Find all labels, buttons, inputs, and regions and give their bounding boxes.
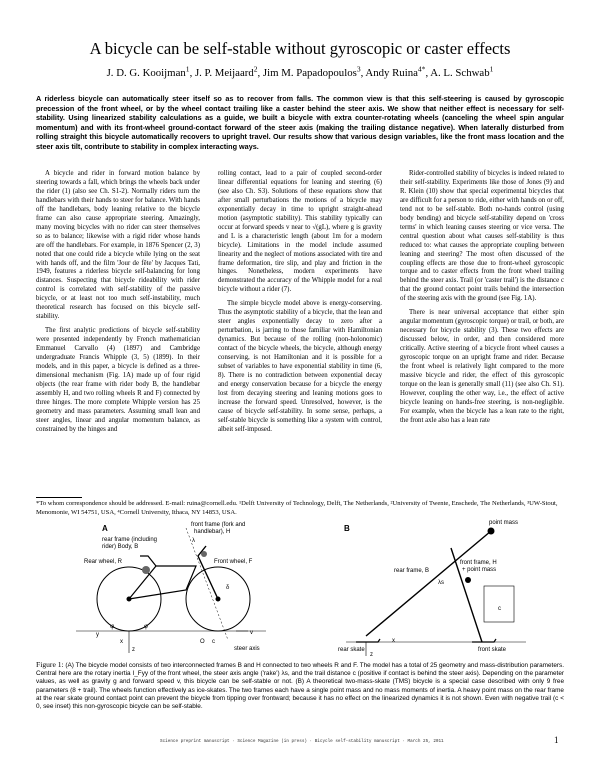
author-list <box>40 66 560 80</box>
footnote-rule <box>36 497 82 498</box>
label-lambda-s: λs <box>438 580 444 586</box>
label-point-mass: point mass <box>489 520 519 526</box>
affiliation-marker: 3 <box>356 64 361 74</box>
affiliation-marker: 1 <box>489 64 494 74</box>
paragraph: The simple bicycle model above is energy-conserving. Thus the asymptotic stability of a bicycle, that the lean and steer angles exponentially decay to zero after a perturbation, is jarring to those familiar with Hamiltonian dynamics. But because of the rolling (non-holonomic) contact of the bicycle wheels, the bicycle, although energy conserving, is not Hamiltonian and it is possible for a subset of variables to have exponential stability in time (6, 8). There is no contradiction between exponential decay and energy conservation because for a bicycle the energy lost from decaying steering and leaning motions goes to increase the forward speed. Unresolved, however, is the cause of bicycle self-stability. In some sense, perhaps, a self-stable bicycle is something like a system with control, albeit self-imposed. <box>218 300 382 433</box>
label-y: y <box>96 632 99 638</box>
affiliation-marker: 4* <box>417 64 426 74</box>
footnote: *To whom correspondence should be addressed. E-mail: ruina@cornell.edu. ¹Delft University of Technology, Delft, The Netherlands, ²University of Twente, Enschede, The Netherlands, ³UW-Stout, Menomonie, WI 54751, USA, ⁴Cornell University, Ithaca, NY 14853, USA. <box>36 500 558 516</box>
label-rear-skate: rear skate <box>338 647 365 653</box>
front-skate-shape <box>472 639 496 642</box>
rear-frame-link <box>366 531 491 636</box>
label-lambda: λ <box>192 538 195 544</box>
front-com-marker <box>201 551 207 557</box>
label-rear-frame-b: rear frame, B <box>394 568 430 574</box>
rear-com-marker <box>142 566 150 574</box>
label-point-mass-b: + point mass <box>462 567 497 573</box>
panel-a-label: A <box>102 524 108 533</box>
body-column-2 <box>218 170 382 435</box>
figure-1 <box>36 518 564 658</box>
label-z: z <box>132 647 135 653</box>
label-front-wheel: Front wheel, F <box>214 559 253 565</box>
panel-a <box>76 522 266 653</box>
caption-text: (A) The bicycle model consists of two interconnected frames B and H connected to two wheels R and F. The model has a total of 25 geometry and mass-distribution parameters. Central here are the rotary inertia I_Fyy of the front wheel, the steer axis angle ('rake') λs, and the trail distance c (positive if contact is behind the steer axis). Depending on the parameter values, as well as gravity g and forward speed v, this bicycle can be self-stable or not. (B) A theoretical two-mass-skate (TMS) bicycle is a special case described with only 9 free parameters (8 + trail). The wheels function effectively as ice-skates. The two frames each have a single point mass and no mass moments of inertia. A heavy point mass on the rear frame at the rear skate ground contact point can prevent the bicycle from tipping over frontward; because it has no effect on the linearized dynamics it is not shown. Even with negative trail (c < 0, see inset) this non-gyroscopic bicycle can be self-stable. <box>36 662 564 711</box>
body-column-3 <box>400 170 564 426</box>
paragraph: A bicycle and rider in forward motion balance by steering towards a fall, which brings the wheels back under the rider (1) (also see Ch. S1-2). Normally riders turn the handlebars with their hands to steer for balance. With hands off the handlebars, body leaning relative to the bicycle frame can also cause appropriate steering. Amazingly, many moving bicycles with no rider can steer themselves so as to balance; likewise with a rigid rider whose hands are off the handlebars. For example, in 1876 Spencer (2, 3) noted that one could ride a bicycle while lying on the seat with hands off, and the film 'Jour de fête' by Jacques Tati, 1949, features a riderless bicycle self-balancing for long distances. Suspecting that bicycle rideability with rider control is correlated with self-stability of the passive bicycle, or at least not too much self-instability, much theoretical research has focused on this bicycle self-stability. <box>36 170 200 321</box>
steer-axis-line <box>186 528 231 640</box>
figure-caption <box>36 661 564 711</box>
author-name: , A. L. Schwab <box>425 67 490 79</box>
label-v: v <box>250 630 253 636</box>
label-rear-frame-2: rider) Body, B <box>102 544 139 550</box>
label-front-frame: front frame (fork and <box>191 522 246 528</box>
author-name: , J. P. Meijaard <box>189 67 254 79</box>
label-front-frame-b: front frame, H <box>460 560 497 566</box>
label-o: O <box>200 639 205 645</box>
seat-post <box>140 556 156 566</box>
front-point-mass-marker <box>465 577 471 583</box>
paragraph: The first analytic predictions of bicycle self-stability were presented independently by French mathematician Emmanuel Carvallo (4) (1897) and Cambridge undergraduate Francis Whipple (3, 5) (1899). In their models, and in this paper, a bicycle is defined as a three-dimensional mechanism (Fig. 1A) made up of four rigid objects (the rear frame with rider body B, the handlebar assembly H, and two rolling wheels R and F) connected by three hinges. The more complete Whipple version has 25 geometry and mass parameters. Assuming small lean and steer angles, linear and angular momentum balance, as constrained by the hinges and <box>36 327 200 433</box>
label-x-b: x <box>392 638 395 644</box>
label-rear-frame: rear frame (including <box>102 537 158 543</box>
label-delta: δ <box>226 585 230 591</box>
label-front-skate: front skate <box>478 647 507 653</box>
panel-b-label: B <box>344 524 350 533</box>
affiliation-marker: 1 <box>185 64 190 74</box>
caption-lead: Figure 1: <box>36 660 64 669</box>
paragraph: Rider-controlled stability of bicycles is indeed related to their self-stability. Experiments like those of Jones (9) and R. Klein (10) show that special experimental bicycles that are difficult for a person to ride, either with hands on or off, tend not to be self-stable. Both no-hands control (using body bending) and bicycle self-stability depend on 'cross terms' in which leaning causes steering or vice versa. The central question about what causes self-stability is thus reduced to: what causes the appropriate coupling between leaning and steering? The most often discussed of the coupling effects are those due to front-wheel gyroscopic torque and to caster effects from the front wheel trailing behind the steer axis. Trail (or 'caster trail') is the distance c that the ground contact point trails behind the intersection of the steering axis with the ground (see Fig. 1A). <box>400 170 564 303</box>
abstract: A riderless bicycle can automatically steer itself so as to recover from falls. The common view is that this self-steering is caused by gyroscopic precession of the front wheel, or by the wheel contact trailing like a caster behind the steer axis. We show that neither effect is necessary for self-stability. Using linearized stability calculations as a guide, we built a bicycle with extra counter-rotating wheels (canceling the wheel spin angular momentum) and with its front-wheel ground-contact forward of the steer axis (making the trailing distance negative). When laterally disturbed from rolling straight this bicycle automatically recovers to upright travel. Our results show that various design variables, like the front mass location and the steer axis tilt, contribute to stability in complex interacting ways. <box>36 94 564 151</box>
affiliation-marker: 2 <box>253 64 258 74</box>
author-name: J. D. G. Kooijman <box>106 67 186 79</box>
label-c: c <box>212 639 215 645</box>
front-fork <box>198 546 218 599</box>
author-name: , Andy Ruina <box>360 67 418 79</box>
running-footer: Science preprint manuscript · Science Magazine (in press) · Bicycle self-stability manuscript · March 25, 2011 <box>160 739 444 744</box>
label-steer-axis: steer axis <box>234 646 260 652</box>
author-name: , Jim M. Papadopoulos <box>257 67 357 79</box>
label-c-b: c <box>498 606 501 612</box>
paragraph: There is near universal acceptance that either spin angular momentum (gyroscopic torque) or trail, or both, are necessary for bicycle stability (3). These two effects are discussed below, in order, and then considered more critically. Active steering of a bicycle front wheel causes a gyroscopic torque on an upright frame and rider. Because the front wheel is relatively light compared to the more massive bicycle and rider, the effect of this gyroscopic torque on the lean is generally small (11) (see also Ch. S1). However, coupling the other way, i.e., the effect of active bicycle leaning on hands-free steering, is non-negligible. For example, when the bicycle has a lean rate to the right, the front axle also has a lean rate <box>400 309 564 424</box>
label-z-b: z <box>370 652 373 658</box>
rear-skate-shape <box>356 639 380 642</box>
label-front-frame-2: handlebar), H <box>194 529 231 535</box>
label-rear-wheel: Rear wheel, R <box>84 559 123 565</box>
label-rear-contact: x <box>120 639 123 645</box>
figure-1-drawing <box>36 518 564 658</box>
label-psi: ψ <box>110 624 115 630</box>
paragraph: rolling contact, lead to a pair of coupled second-order linear differential equations for leaning and steering (6) (see also Ch. S3). Solutions of these equations show that after small perturbations the motions of a bicycle may exponentially decay in time to upright straight-ahead motion (asymptotic stability). This stability typically can occur at forward speeds v near to √(gL), where g is gravity and L is a characteristic length (about 1m for a modern bicycle). Limitations in the model include assumed linearity and the neglect of motions associated with tire and frame deformation, tire slip, and play and friction in the hinges. Nonetheless, modern experiments have demonstrated the accuracy of the Whipple model for a real bicycle without a rider (7). <box>218 170 382 294</box>
inset-box <box>484 586 514 622</box>
paper-title: A bicycle can be self-stable without gyroscopic or caster effects <box>89 39 511 58</box>
label-phi: φ <box>144 624 148 630</box>
page-number: 1 <box>554 735 559 745</box>
panel-b <box>338 520 526 658</box>
body-column-1 <box>36 170 200 435</box>
